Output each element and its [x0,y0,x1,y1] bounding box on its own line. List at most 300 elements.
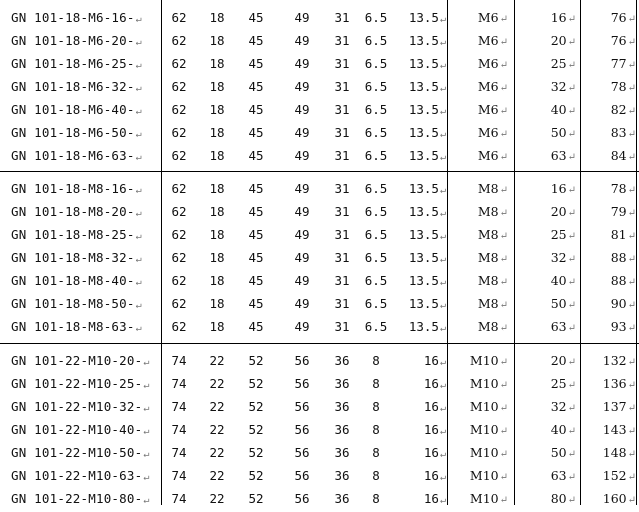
cell-text: 88 [610,273,627,288]
cell-thread-size [452,200,508,223]
cell-text: GN 101-22-M10-32- [11,399,143,414]
return-mark: ↵ [627,277,636,288]
cell-text: GN 101-18-M6-32- [11,79,135,94]
return-mark: ↵ [143,426,150,437]
cell-thread-size [452,177,508,200]
cell-d1 [165,441,193,464]
return-mark: ↵ [499,185,508,196]
cell-text: 45 [248,273,264,288]
return-mark: ↵ [567,449,576,460]
cell-text: GN 101-18-M6-50- [11,125,135,140]
cell-d1 [165,75,193,98]
return-mark: ↵ [627,380,636,391]
cell-l2 [288,223,316,246]
cell-l3 [328,487,356,510]
cell-d3 [360,75,392,98]
cell-part-number [11,464,161,487]
cell-text: 36 [334,376,350,391]
cell-text: 16 [550,10,567,25]
cell-thread-size [452,246,508,269]
cell-text: 20 [550,353,567,368]
return-mark: ↵ [499,403,508,414]
cell-l3 [328,144,356,167]
cell-l4 [396,177,446,200]
cell-text: 79 [610,204,627,219]
cell-l1 [242,75,270,98]
return-mark: ↵ [135,185,142,196]
cell-text: 143 [602,422,627,437]
cell-part-number [11,200,161,223]
cell-text: 25 [550,227,567,242]
group-divider [0,171,639,172]
cell-text: M10 [469,399,499,414]
cell-l4 [396,441,446,464]
cell-text: 74 [171,445,187,460]
cell-weight [584,269,636,292]
cell-text: 52 [248,376,264,391]
return-mark: ↵ [567,426,576,437]
cell-text: 18 [209,296,225,311]
cell-text: 20 [550,33,567,48]
cell-l2 [288,98,316,121]
return-mark: ↵ [439,106,446,117]
cell-text: 16 [423,445,439,460]
cell-length [518,372,576,395]
return-mark: ↵ [627,83,636,94]
cell-text: 52 [248,491,264,506]
cell-d2 [203,29,231,52]
cell-text: 8 [372,445,380,460]
cell-text: M8 [477,204,499,219]
cell-text: 63 [550,319,567,334]
return-mark: ↵ [439,403,446,414]
cell-weight [584,223,636,246]
cell-text: 74 [171,376,187,391]
cell-text: GN 101-18-M6-63- [11,148,135,163]
cell-text: 6.5 [364,79,388,94]
cell-text: 62 [171,204,187,219]
cell-text: 31 [334,319,350,334]
return-mark: ↵ [567,472,576,483]
cell-text: 78 [610,79,627,94]
cell-d2 [203,177,231,200]
return-mark: ↵ [135,60,142,71]
return-mark: ↵ [499,357,508,368]
cell-l2 [288,269,316,292]
cell-d2 [203,246,231,269]
return-mark: ↵ [135,254,142,265]
return-mark: ↵ [135,152,142,163]
cell-text: GN 101-22-M10-50- [11,445,143,460]
cell-d1 [165,52,193,75]
cell-l3 [328,441,356,464]
cell-text: 74 [171,422,187,437]
cell-text: 45 [248,125,264,140]
cell-text: 13.5 [408,250,439,265]
cell-d3 [360,246,392,269]
cell-text: GN 101-18-M6-20- [11,33,135,48]
cell-d1 [165,372,193,395]
return-mark: ↵ [439,357,446,368]
cell-text: 49 [294,296,310,311]
cell-text: 13.5 [408,204,439,219]
cell-text: 13.5 [408,125,439,140]
cell-weight [584,315,636,338]
return-mark: ↵ [567,14,576,25]
cell-text: 16 [550,181,567,196]
cell-d3 [360,223,392,246]
cell-text: 22 [209,468,225,483]
cell-text: 18 [209,79,225,94]
cell-l2 [288,6,316,29]
cell-d1 [165,464,193,487]
cell-l3 [328,29,356,52]
cell-l1 [242,223,270,246]
cell-text: 8 [372,376,380,391]
cell-text: 160 [602,491,627,506]
cell-text: 8 [372,422,380,437]
cell-text: 63 [550,468,567,483]
cell-part-number [11,6,161,29]
cell-text: 16 [423,491,439,506]
cell-l1 [242,144,270,167]
cell-text: 6.5 [364,204,388,219]
cell-weight [584,200,636,223]
cell-text: 6.5 [364,181,388,196]
cell-d3 [360,144,392,167]
cell-l2 [288,395,316,418]
cell-text: GN 101-22-M10-63- [11,468,143,483]
cell-d1 [165,29,193,52]
cell-d3 [360,6,392,29]
cell-d1 [165,349,193,372]
cell-text: 13.5 [408,79,439,94]
cell-part-number [11,487,161,510]
cell-text: GN 101-18-M6-25- [11,56,135,71]
return-mark: ↵ [627,37,636,48]
cell-l3 [328,418,356,441]
cell-text: 22 [209,376,225,391]
cell-text: 13.5 [408,227,439,242]
return-mark: ↵ [567,277,576,288]
cell-thread-size [452,441,508,464]
cell-text: 18 [209,148,225,163]
cell-text: 13.5 [408,273,439,288]
cell-l2 [288,121,316,144]
cell-length [518,487,576,510]
return-mark: ↵ [567,403,576,414]
cell-part-number [11,177,161,200]
cell-l3 [328,121,356,144]
return-mark: ↵ [135,37,142,48]
cell-text: 56 [294,353,310,368]
cell-text: 31 [334,33,350,48]
cell-l1 [242,349,270,372]
cell-length [518,441,576,464]
cell-l1 [242,441,270,464]
cell-text: M10 [469,445,499,460]
cell-length [518,315,576,338]
cell-thread-size [452,464,508,487]
return-mark: ↵ [499,129,508,140]
cell-text: 16 [423,399,439,414]
cell-text: 45 [248,102,264,117]
cell-text: 18 [209,250,225,265]
cell-length [518,246,576,269]
cell-length [518,223,576,246]
cell-part-number [11,441,161,464]
cell-thread-size [452,395,508,418]
column-divider [447,0,448,505]
cell-d1 [165,418,193,441]
cell-text: 49 [294,10,310,25]
cell-text: 13.5 [408,56,439,71]
cell-text: 8 [372,468,380,483]
cell-text: 62 [171,125,187,140]
cell-d2 [203,441,231,464]
cell-text: 45 [248,227,264,242]
return-mark: ↵ [567,208,576,219]
cell-l3 [328,269,356,292]
cell-length [518,29,576,52]
cell-text: 31 [334,181,350,196]
cell-d3 [360,315,392,338]
return-mark: ↵ [627,449,636,460]
return-mark: ↵ [499,254,508,265]
cell-l1 [242,246,270,269]
cell-text: 137 [602,399,627,414]
cell-weight [584,121,636,144]
return-mark: ↵ [143,357,150,368]
cell-d2 [203,121,231,144]
return-mark: ↵ [499,300,508,311]
cell-part-number [11,372,161,395]
cell-text: 18 [209,33,225,48]
return-mark: ↵ [627,60,636,71]
cell-text: 22 [209,399,225,414]
return-mark: ↵ [439,254,446,265]
cell-text: 74 [171,353,187,368]
cell-text: GN 101-22-M10-25- [11,376,143,391]
cell-text: 31 [334,125,350,140]
return-mark: ↵ [499,495,508,506]
return-mark: ↵ [439,185,446,196]
cell-thread-size [452,269,508,292]
cell-l1 [242,418,270,441]
cell-text: 45 [248,296,264,311]
cell-part-number [11,418,161,441]
cell-weight [584,6,636,29]
cell-length [518,292,576,315]
cell-l1 [242,177,270,200]
cell-l3 [328,292,356,315]
cell-text: 31 [334,273,350,288]
cell-text: GN 101-18-M8-16- [11,181,135,196]
group-divider [0,343,639,344]
cell-text: 22 [209,422,225,437]
cell-text: 36 [334,468,350,483]
cell-text: 52 [248,422,264,437]
return-mark: ↵ [439,231,446,242]
cell-text: 13.5 [408,33,439,48]
cell-text: 6.5 [364,296,388,311]
return-mark: ↵ [143,472,150,483]
cell-length [518,177,576,200]
cell-text: 45 [248,319,264,334]
cell-l3 [328,6,356,29]
cell-part-number [11,29,161,52]
return-mark: ↵ [567,129,576,140]
cell-length [518,121,576,144]
cell-length [518,98,576,121]
cell-l4 [396,144,446,167]
return-mark: ↵ [135,83,142,94]
return-mark: ↵ [439,380,446,391]
cell-text: 62 [171,102,187,117]
return-mark: ↵ [627,403,636,414]
cell-text: 83 [610,125,627,140]
cell-l4 [396,269,446,292]
cell-text: 74 [171,399,187,414]
cell-l3 [328,177,356,200]
cell-length [518,349,576,372]
cell-text: 31 [334,296,350,311]
cell-text: 62 [171,250,187,265]
return-mark: ↵ [627,231,636,242]
return-mark: ↵ [627,129,636,140]
return-mark: ↵ [439,129,446,140]
cell-text: 8 [372,491,380,506]
cell-weight [584,349,636,372]
cell-text: 22 [209,491,225,506]
cell-weight [584,464,636,487]
cell-d1 [165,246,193,269]
cell-text: 49 [294,181,310,196]
return-mark: ↵ [567,323,576,334]
return-mark: ↵ [627,357,636,368]
cell-l1 [242,395,270,418]
return-mark: ↵ [567,300,576,311]
cell-text: 56 [294,445,310,460]
return-mark: ↵ [499,152,508,163]
return-mark: ↵ [499,60,508,71]
return-mark: ↵ [135,208,142,219]
cell-text: M8 [477,319,499,334]
cell-text: 31 [334,148,350,163]
return-mark: ↵ [439,208,446,219]
return-mark: ↵ [135,323,142,334]
cell-text: 16 [423,353,439,368]
cell-text: GN 101-18-M6-40- [11,102,135,117]
return-mark: ↵ [499,449,508,460]
cell-text: M6 [477,125,499,140]
cell-text: 82 [610,102,627,117]
cell-l2 [288,144,316,167]
return-mark: ↵ [135,106,142,117]
cell-text: 49 [294,56,310,71]
cell-l2 [288,372,316,395]
cell-text: 93 [610,319,627,334]
cell-text: 45 [248,250,264,265]
cell-d2 [203,418,231,441]
cell-text: M6 [477,10,499,25]
cell-text: M6 [477,33,499,48]
cell-d2 [203,487,231,510]
return-mark: ↵ [499,277,508,288]
cell-d1 [165,315,193,338]
return-mark: ↵ [627,472,636,483]
cell-thread-size [452,349,508,372]
cell-text: 74 [171,491,187,506]
cell-d3 [360,121,392,144]
cell-part-number [11,121,161,144]
return-mark: ↵ [143,449,150,460]
return-mark: ↵ [499,231,508,242]
cell-l2 [288,29,316,52]
cell-text: 31 [334,10,350,25]
cell-text: 6.5 [364,148,388,163]
cell-text: 52 [248,353,264,368]
return-mark: ↵ [439,495,446,506]
cell-part-number [11,292,161,315]
cell-text: 62 [171,273,187,288]
cell-text: 49 [294,102,310,117]
cell-d2 [203,223,231,246]
return-mark: ↵ [499,472,508,483]
cell-weight [584,75,636,98]
cell-weight [584,441,636,464]
cell-text: 22 [209,445,225,460]
cell-thread-size [452,75,508,98]
cell-text: 31 [334,102,350,117]
cell-thread-size [452,6,508,29]
cell-text: 62 [171,319,187,334]
cell-d3 [360,487,392,510]
cell-text: 8 [372,353,380,368]
cell-text: 62 [171,148,187,163]
return-mark: ↵ [627,152,636,163]
cell-weight [584,246,636,269]
cell-l4 [396,464,446,487]
cell-text: 76 [610,33,627,48]
cell-weight [584,487,636,510]
cell-text: 62 [171,79,187,94]
return-mark: ↵ [439,152,446,163]
cell-d2 [203,349,231,372]
cell-text: 45 [248,148,264,163]
cell-l4 [396,395,446,418]
cell-text: GN 101-22-M10-80- [11,491,143,506]
cell-d2 [203,269,231,292]
cell-l3 [328,395,356,418]
cell-l1 [242,292,270,315]
return-mark: ↵ [439,300,446,311]
cell-l2 [288,349,316,372]
cell-d2 [203,372,231,395]
cell-text: M6 [477,148,499,163]
cell-d2 [203,200,231,223]
cell-l1 [242,372,270,395]
cell-l4 [396,246,446,269]
cell-d1 [165,395,193,418]
cell-d1 [165,6,193,29]
cell-d3 [360,441,392,464]
cell-l2 [288,464,316,487]
cell-part-number [11,269,161,292]
cell-l2 [288,315,316,338]
cell-text: M8 [477,250,499,265]
cell-d1 [165,121,193,144]
